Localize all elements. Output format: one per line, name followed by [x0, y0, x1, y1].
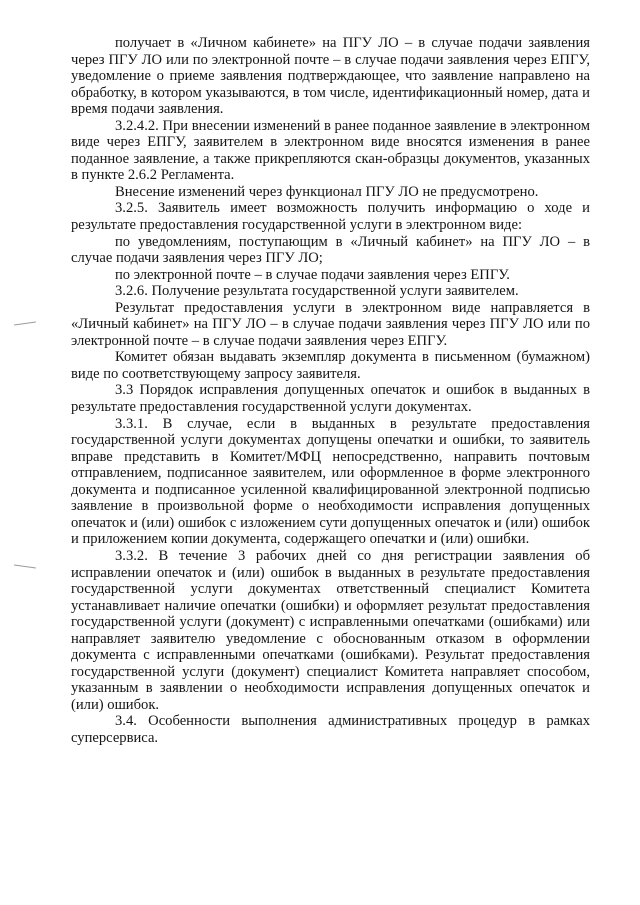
paragraph-paper-copy: Комитет обязан выдавать экземпляр документа в письменном (бумажном) виде по соответствующему запросу заявителя.	[71, 349, 590, 382]
paragraph-result-electronic: Результат предоставления услуги в электронном виде направляется в «Личный кабинет» на ПГУ ЛО – в случае подачи заявления через ПГУ ЛО или по электронной почте – в случае подачи заявления через ЕПГУ.	[71, 299, 590, 349]
paragraph-3-3-1: 3.3.1. В случае, если в выданных в результате предоставления государственной услуги документах допущены опечатки и ошибки, то заявитель вправе представить в Комитет/МФЦ непосредственно, направить почтовым отправлением, подписанное заявителем, или оформленное в форме электронного документа и подписанное усиленной квалифицированной электронной подписью заявление в произвольной форме о необходимости исправления допущенных опечаток и (или) ошибок с изложением сути допущенных опечаток и (или) ошибок и приложением копии документа, содержащего опечатки и (или) ошибки.	[71, 415, 590, 548]
margin-scan-mark	[14, 321, 36, 325]
paragraph-3-2-5: 3.2.5. Заявитель имеет возможность получить информацию о ходе и результате предоставления государственной услуги в электронном виде:	[71, 200, 590, 234]
paragraph-notifications-cabinet: по уведомлениям, поступающим в «Личный кабинет» на ПГУ ЛО – в случае подачи заявления через ПГУ ЛО;	[71, 233, 590, 267]
paragraph-email: по электронной почте – в случае подачи заявления через ЕПГУ.	[115, 266, 510, 283]
paragraph-no-changes-pgu: Внесение изменений через функционал ПГУ ЛО не предусмотрено.	[115, 183, 539, 200]
paragraph-3-3: 3.3 Порядок исправления допущенных опечаток и ошибок в выданных в результате предоставления государственной услуги документах.	[71, 382, 590, 416]
margin-scan-mark	[14, 564, 36, 568]
paragraph-3-2-4-2: 3.2.4.2. При внесении изменений в ранее поданное заявление в электронном виде через ЕПГУ, заявителем в электронном виде вносятся изменения в ранее поданное заявление, а также прикрепляются скан-образцы документов, указанных в пункте 2.6.2 Регламента.	[71, 117, 590, 184]
paragraph-3-4: 3.4. Особенности выполнения административных процедур в рамках суперсервиса.	[71, 713, 590, 746]
document-page	[71, 35, 590, 747]
paragraph-receipt-notification: получает в «Личном кабинете» на ПГУ ЛО – в случае подачи заявления через ПГУ ЛО или по электронной почте – в случае подачи заявления через ЕПГУ, уведомление о приеме заявления подтверждающее, что заявление направлено на обработку, в котором указываются, в том числе, идентификационный номер, дата и время подачи заявления.	[71, 35, 590, 118]
paragraph-3-3-2: 3.3.2. В течение 3 рабочих дней со дня регистрации заявления об исправлении опечаток и (или) ошибок в выданных в результате предоставления государственной услуги документах ответственный специалист Комитета устанавливает наличие опечатки (ошибки) и оформляет результат предоставления государственной услуги (документ) с исправленными опечатками (ошибками) или направляет заявителю уведомление с обоснованным отказом в оформлении документа с исправленными опечатками (ошибками). Результат предоставления государственной услуги (документ) специалист Комитета направляет способом, указанным в заявлении о необходимости исправления допущенных опечаток и (или) ошибок.	[71, 547, 590, 713]
paragraph-3-2-6: 3.2.6. Получение результата государственной услуги заявителем.	[115, 283, 519, 300]
